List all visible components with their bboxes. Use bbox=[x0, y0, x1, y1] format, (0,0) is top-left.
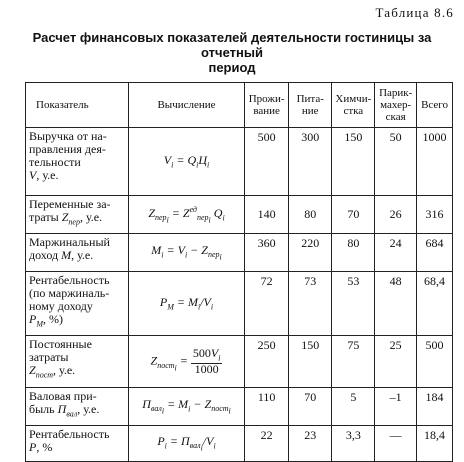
header-row bbox=[26, 83, 453, 128]
row-value: 50 bbox=[375, 128, 417, 196]
row-name: Выручка от на- правления дея- тельности V, у.е. bbox=[26, 128, 129, 196]
row-value: 250 bbox=[245, 336, 289, 388]
row-value: 75 bbox=[332, 336, 375, 388]
row-value: 684 bbox=[417, 234, 453, 272]
row-value: 360 bbox=[245, 234, 289, 272]
row-value: 5 bbox=[332, 388, 375, 426]
row-value: 25 bbox=[375, 336, 417, 388]
row-value: 500 bbox=[417, 336, 453, 388]
header-c2: Пита- ние bbox=[289, 83, 332, 128]
row-name: Рентабельность P, % bbox=[26, 426, 129, 462]
row-value: 18,4 bbox=[417, 426, 453, 462]
row-value: 500 bbox=[245, 128, 289, 196]
row-value: 150 bbox=[289, 336, 332, 388]
row-formula: $Z_{пост_i}$ = $\frac{500V_i}{1000}$ bbox=[128, 336, 244, 388]
row-value: 72 bbox=[245, 272, 289, 336]
row-name: Рентабельность (по маржиналь- ному доходу $P_M$, %) bbox=[26, 272, 129, 336]
table-row bbox=[26, 388, 453, 426]
row-value: 80 bbox=[289, 196, 332, 234]
row-value: 150 bbox=[332, 128, 375, 196]
row-value: –1 bbox=[375, 388, 417, 426]
table-caption: Таблица 8.6 bbox=[375, 5, 454, 20]
table-row bbox=[26, 426, 453, 462]
row-value: 1000 bbox=[417, 128, 453, 196]
row-value: 68,4 bbox=[417, 272, 453, 336]
header-c3: Химчи- стка bbox=[332, 83, 375, 128]
row-value: — bbox=[375, 426, 417, 462]
financial-table bbox=[25, 82, 453, 462]
row-value: 184 bbox=[417, 388, 453, 426]
row-value: 316 bbox=[417, 196, 453, 234]
row-name: Валовая при- быль $П_{вал}$, у.е. bbox=[26, 388, 129, 426]
header-c4: Парик- махер- ская bbox=[375, 83, 417, 128]
row-value: 70 bbox=[289, 388, 332, 426]
row-formula: $P_M = M_i/V_i$ bbox=[128, 272, 244, 336]
table-row bbox=[26, 234, 453, 272]
row-value: 110 bbox=[245, 388, 289, 426]
title-line-1: Расчет финансовых показателей деятельности гостиницы за отчетный bbox=[32, 30, 432, 60]
row-value: 73 bbox=[289, 272, 332, 336]
row-value: 220 bbox=[289, 234, 332, 272]
row-formula: $V_i = Q_iЦ_i$ bbox=[128, 128, 244, 196]
row-value: 23 bbox=[289, 426, 332, 462]
row-name: Маржинальный доход М, у.е. bbox=[26, 234, 129, 272]
row-value: 22 bbox=[245, 426, 289, 462]
row-name: Переменные за- траты $Z_{пер}$, у.е. bbox=[26, 196, 129, 234]
header-name: Показатель bbox=[26, 83, 129, 128]
row-value: 3,3 bbox=[332, 426, 375, 462]
row-value: 70 bbox=[332, 196, 375, 234]
row-formula: $Z_{пер_i} = Z^{ед}_{пер_i}$ $Q_i$ bbox=[128, 196, 244, 234]
title-line-2: период bbox=[208, 60, 256, 75]
row-value: 26 bbox=[375, 196, 417, 234]
row-name: Постоянные затраты $Z_{пост}$, у.е. bbox=[26, 336, 129, 388]
table-title bbox=[0, 30, 464, 75]
row-value: 80 bbox=[332, 234, 375, 272]
table-row bbox=[26, 128, 453, 196]
row-formula: $P_i = П_{вал_i}/V_i$ bbox=[128, 426, 244, 462]
row-value: 48 bbox=[375, 272, 417, 336]
header-calc: Вычисление bbox=[128, 83, 244, 128]
row-value: 140 bbox=[245, 196, 289, 234]
row-value: 53 bbox=[332, 272, 375, 336]
row-value: 24 bbox=[375, 234, 417, 272]
table-row bbox=[26, 336, 453, 388]
row-formula: $П_{вал_i} = M_i - Z_{пост_i}$ bbox=[128, 388, 244, 426]
row-formula: $M_i = V_i - Z_{пер_i}$ bbox=[128, 234, 244, 272]
table-row bbox=[26, 196, 453, 234]
header-c1: Прожи- вание bbox=[245, 83, 289, 128]
row-value: 300 bbox=[289, 128, 332, 196]
table-row bbox=[26, 272, 453, 336]
header-c5: Всего bbox=[417, 83, 453, 128]
